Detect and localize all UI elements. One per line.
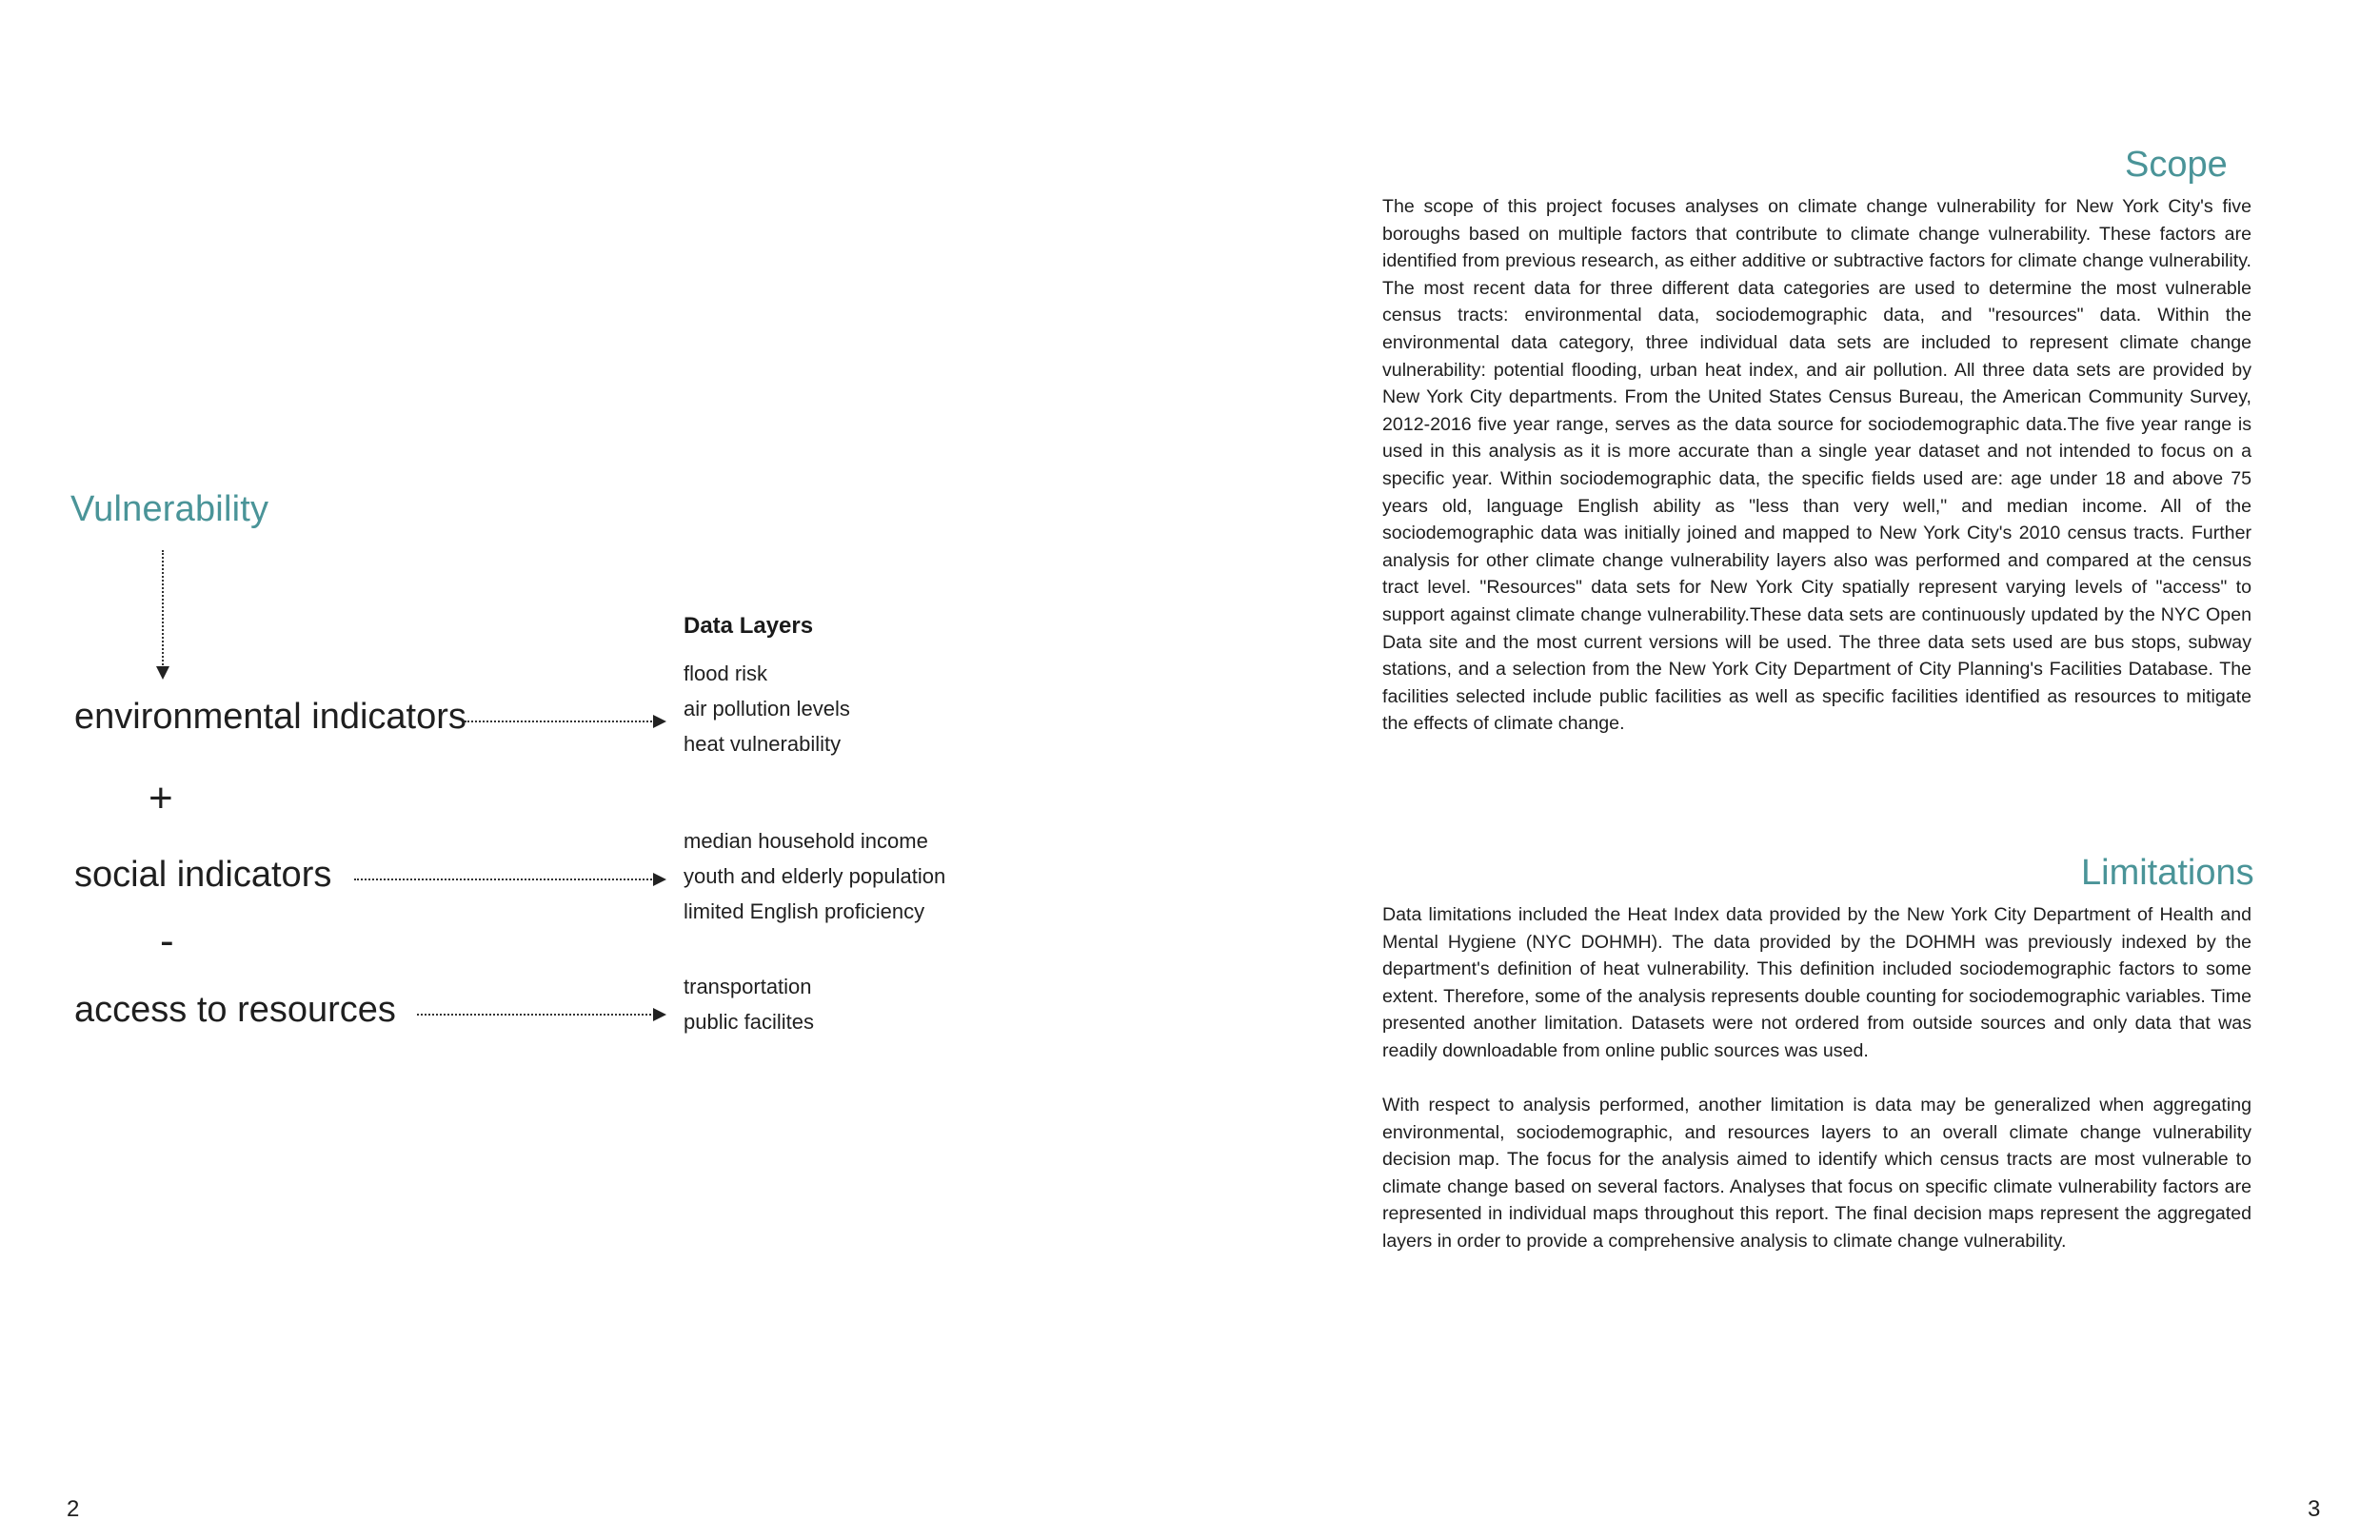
access-arrow-head-icon [653,1008,666,1021]
vulnerability-title: Vulnerability [70,489,269,529]
layer-youth-elderly: youth and elderly population [684,864,946,888]
page-number-left: 2 [67,1496,80,1522]
plus-operator: + [149,775,173,821]
access-arrow-line [417,1014,655,1016]
limitations-title: Limitations [2081,853,2254,893]
social-indicators-label: social indicators [74,855,332,895]
layer-public-facilities: public facilites [684,1010,814,1034]
environmental-indicators-label: environmental indicators [74,697,466,737]
layer-median-income: median household income [684,829,928,853]
layer-transportation: transportation [684,975,812,998]
layer-limited-english: limited English proficiency [684,899,925,923]
scope-paragraph: The scope of this project focuses analyses on climate change vulnerability for New York City's five boroughs based on multiple factors that contribute to climate change vulnerability. These factors are identified from previous research, as either additive or subtractive factors for climate change vulnerability. The most recent data for three different data categories are used to determine the most vulnerable census tracts: environmental data, sociodemographic data, and "resources" data. Within the environmental data category, three individual data sets are included to represent climate change vulnerability: potential flooding, urban heat index, and air pollution. All three data sets are provided by New York City departments. From the United States Census Bureau, the American Community Survey, 2012-2016 five year range, serves as the data source for sociodemographic data.The five year range is used in this analysis as it is more accurate than a single year dataset and not intended to focus on a specific year. Within sociodemographic data, the specific fields used are: age under 18 and above 75 years old, language English ability as "less than very well," and median income. All of the sociodemographic data was initially joined and mapped to New York City's 2010 census tracts. Further analysis for other climate change vulnerability layers also was performed and compared at the census tract level. "Resources" data sets for New York City spatially represent varying levels of "access" to support against climate change vulnerability.These data sets are continuously updated by the NYC Open Data site and the most current versions will be used. The three data sets used are bus stops, subway stations, and a selection from the New York City Department of City Planning's Facilities Database. The facilities selected include public facilities as well as specific facilities identified as resources to mitigate the effects of climate change. [1382,196,2251,735]
environmental-arrow-line [465,721,655,722]
limitations-paragraph-2: With respect to analysis performed, another limitation is data may be generalized when aggregating environmental, sociodemographic, and resources layers to an overall climate change vulnerability decision map. The focus for the analysis aimed to identify which census tracts are most vulnerable to climate change based on several factors. Analyses that focus on specific climate vulnerability factors are represented in individual maps throughout this report. The final decision maps represent the aggregated layers in order to provide a comprehensive analysis to climate change vulnerability. [1382,1095,2251,1252]
page-number-right: 3 [2308,1496,2321,1522]
layer-air-pollution: air pollution levels [684,697,850,721]
limitations-paragraph-1: Data limitations included the Heat Index data provided by the New York City Department of Health and Mental Hygiene (NYC DOHMH). The data provided by the DOHMH was previously indexed by the department's definition of heat vulnerability. This definition included sociodemographic factors to some extent. Therefore, some of the analysis represents double counting for sociodemographic variables. Time presented another limitation. Datasets were not ordered from outside sources and only data that was readily downloadable from online public sources was used. [1382,904,2251,1061]
social-arrow-line [354,879,655,880]
minus-operator: - [160,918,174,964]
access-to-resources-label: access to resources [74,990,396,1030]
scope-title: Scope [2125,145,2228,185]
environmental-arrow-head-icon [653,715,666,728]
data-layers-heading: Data Layers [684,613,814,639]
down-arrow-line [162,550,164,668]
layer-flood-risk: flood risk [684,661,768,685]
social-arrow-head-icon [653,873,666,886]
down-arrow-head-icon [156,666,169,680]
layer-heat-vulnerability: heat vulnerability [684,732,842,756]
